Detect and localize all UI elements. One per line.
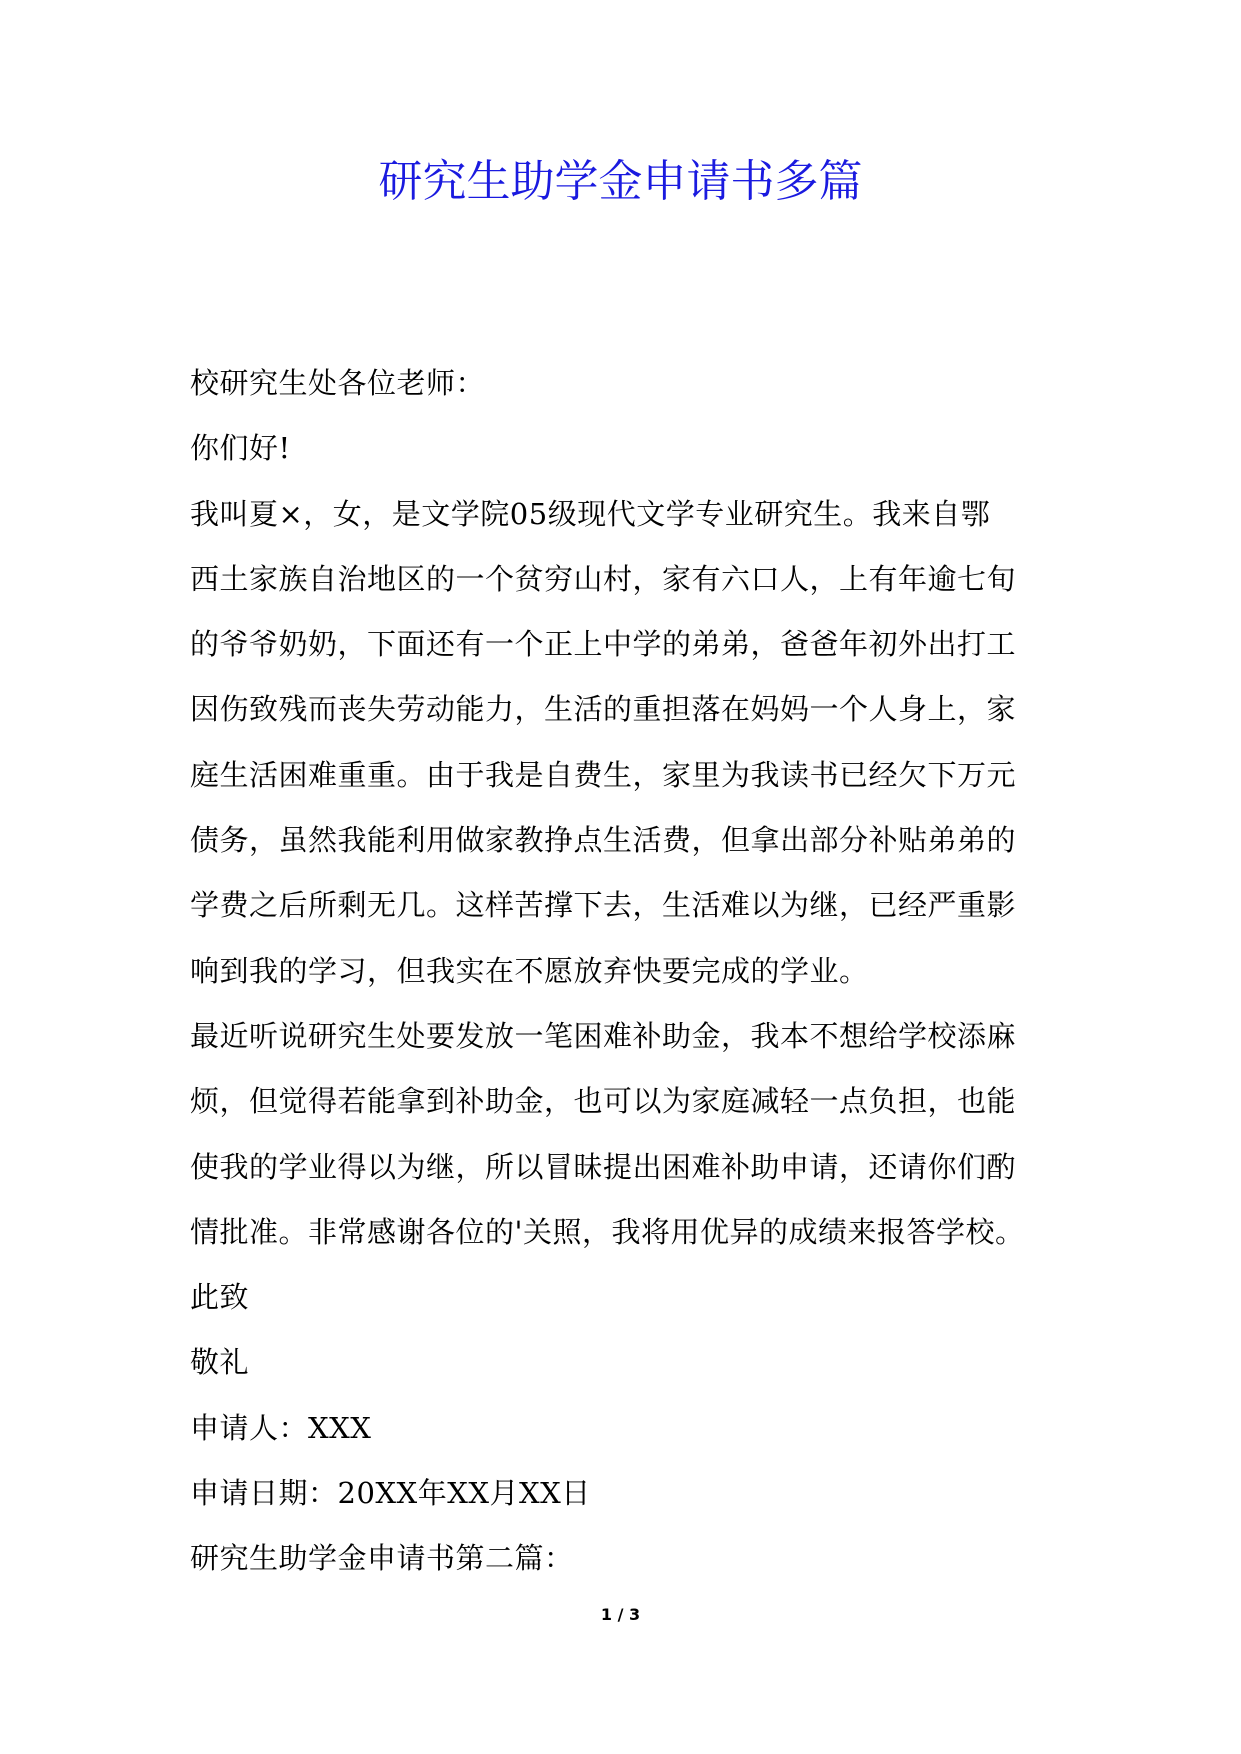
text-line: 我叫夏×，女，是文学院05级现代文学专业研究生。我来自鄂 — [190, 496, 991, 531]
page-number: 1 / 3 — [600, 1605, 641, 1624]
text-line: 最近听说研究生处要发放一笔困难补助金，我本不想给学校添麻 — [190, 1018, 1017, 1053]
letter-body — [190, 351, 1070, 1592]
text-line: 申请日期：20XX年XX月XX日 — [190, 1476, 591, 1511]
text-line: 校研究生处各位老师： — [190, 366, 486, 400]
text-line: 申请人：XXX — [190, 1410, 372, 1445]
text-line: 敬礼 — [190, 1345, 250, 1380]
document-title: 研究生助学金申请书多篇 — [378, 156, 863, 207]
text-line: 情批准。非常感谢各位的'关照，我将用优异的成绩来报答学校。 — [190, 1214, 1025, 1249]
text-line: 使我的学业得以为继，所以冒昧提出困难补助申请，还请你们酌 — [190, 1149, 1017, 1184]
text-line: 债务，虽然我能利用做家教挣点生活费，但拿出部分补贴弟弟的 — [190, 823, 1017, 858]
text-line: 你们好! — [190, 431, 291, 466]
text-line: 研究生助学金申请书第二篇： — [190, 1541, 574, 1576]
text-line: 的爷爷奶奶，下面还有一个正上中学的弟弟，爸爸年初外出打工 — [190, 627, 1017, 662]
text-line: 西土家族自治地区的一个贫穷山村，家有六口人，上有年逾七旬 — [190, 561, 1017, 596]
text-line: 因伤致残而丧失劳动能力，生活的重担落在妈妈一个人身上，家 — [190, 692, 1017, 727]
text-line: 此致 — [190, 1280, 250, 1315]
text-line: 烦，但觉得若能拿到补助金，也可以为家庭减轻一点负担，也能 — [190, 1084, 1017, 1119]
text-line: 庭生活困难重重。由于我是自费生，家里为我读书已经欠下万元 — [190, 757, 1017, 792]
text-line: 学费之后所剩无几。这样苦撑下去，生活难以为继，已经严重影 — [190, 888, 1017, 923]
text-line: 响到我的学习，但我实在不愿放弃快要完成的学业。 — [190, 953, 869, 988]
